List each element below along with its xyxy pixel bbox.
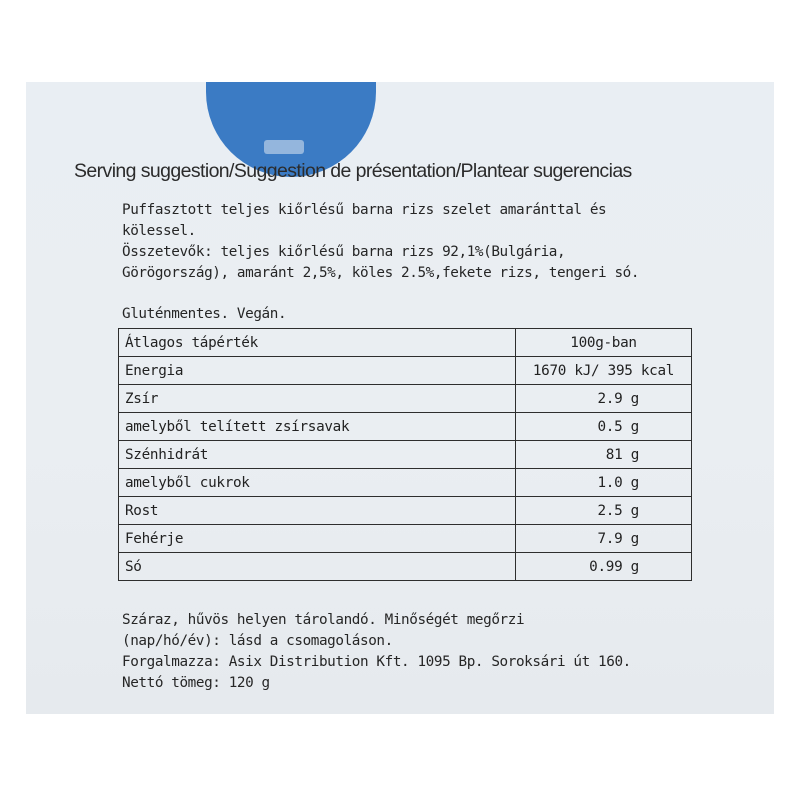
net-weight-text: Nettó tömeg: 120 g (122, 675, 270, 691)
free-from-text: Gluténmentes. Vegán. (122, 306, 287, 322)
nutrition-row (119, 497, 692, 525)
nutrition-header-value: 100g-ban (516, 329, 692, 357)
nutrition-row (119, 357, 692, 385)
distributor-text: Forgalmazza: Asix Distribution Kft. 1095 Bp. Soroksári út 160. (122, 654, 631, 670)
package-label (26, 82, 774, 714)
nutrient-name: amelyből telített zsírsavak (119, 413, 516, 441)
nutrient-value: 2.9 g (516, 385, 692, 413)
nutrient-name: Szénhidrát (119, 441, 516, 469)
nutrition-row (119, 553, 692, 581)
nutrient-name: Energia (119, 357, 516, 385)
nutrient-name: Rost (119, 497, 516, 525)
nutrient-value: 1670 kJ/ 395 kcal (516, 357, 692, 385)
nutrient-value: 0.99 g (516, 553, 692, 581)
nutrient-name: Zsír (119, 385, 516, 413)
nutrition-row (119, 413, 692, 441)
nutrition-table (118, 328, 692, 581)
product-name-text: Puffasztott teljes kiőrlésű barna rizs szelet amaránttal és kölessel. (122, 202, 607, 239)
nutrient-value: 7.9 g (516, 525, 692, 553)
storage-text: Száraz, hűvös helyen tárolandó. Minőségét megőrzi (nap/hó/év): lásd a csomagoláson. (122, 612, 525, 649)
nutrition-row (119, 441, 692, 469)
nutrition-row (119, 469, 692, 497)
nutrient-name: amelyből cukrok (119, 469, 516, 497)
nutrition-row (119, 385, 692, 413)
nutrient-value: 0.5 g (516, 413, 692, 441)
nutrition-header-label: Átlagos tápérték (119, 329, 516, 357)
nutrition-row (119, 525, 692, 553)
nutrient-name: Fehérje (119, 525, 516, 553)
nutrition-header-row (119, 329, 692, 357)
nutrient-value: 1.0 g (516, 469, 692, 497)
ingredients-text: Összetevők: teljes kiőrlésű barna rizs 92,1%(Bulgária, Görögország), amaránt 2,5%, köles 2.5%,fekete rizs, tengeri só. (122, 244, 640, 281)
serving-suggestion-text: Serving suggestion/Suggestion de présentation/Plantear sugerencias (74, 160, 632, 182)
nutrient-value: 2.5 g (516, 497, 692, 525)
nutrient-value: 81 g (516, 441, 692, 469)
nutrient-name: Só (119, 553, 516, 581)
